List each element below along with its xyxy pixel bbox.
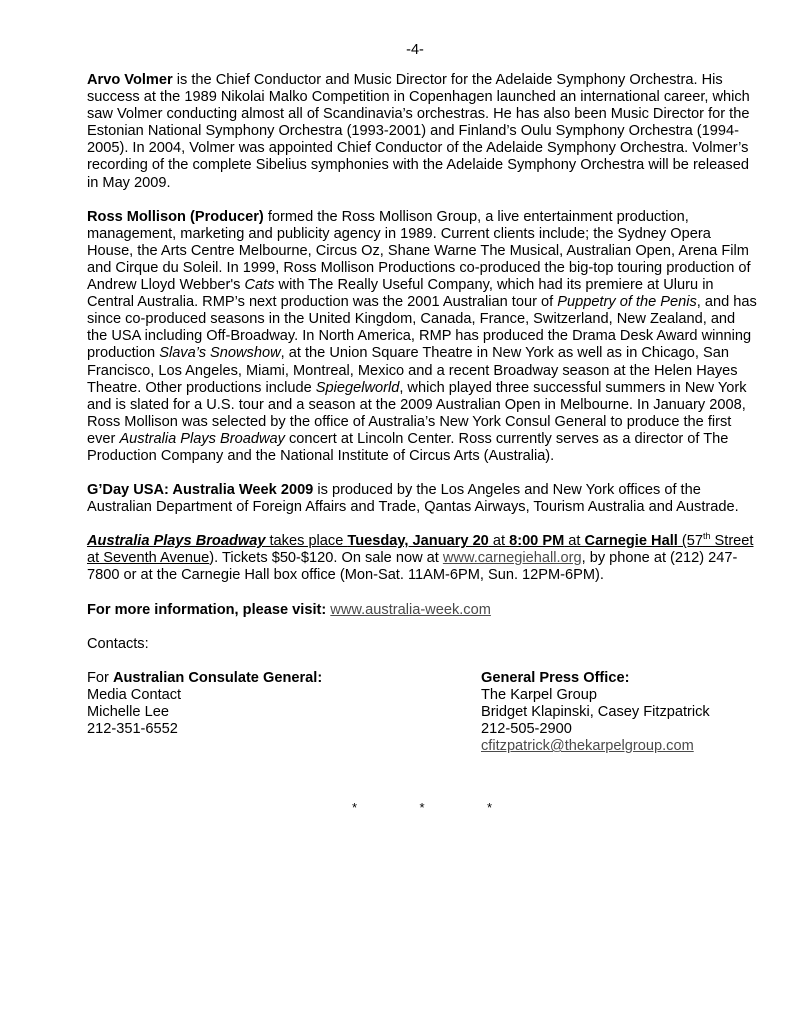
consulate-prefix: For xyxy=(87,669,113,686)
press-office-phone: 212-505-2900 xyxy=(481,721,572,737)
title-cats: Cats xyxy=(244,277,275,294)
consulate-org: Australian Consulate General: xyxy=(112,669,323,686)
gday-text: is produced by the Los Angeles and New York offices of the Australian Department of Foreign Affairs and Trade, Qantas Airways, Tourism Australia and Austrade. xyxy=(87,482,739,516)
volmer-paragraph xyxy=(87,72,759,192)
title-slava: Slava’s Snowshow xyxy=(159,345,281,362)
event-text-5: Street at Seventh Avenue xyxy=(87,533,754,567)
press-office-org: General Press Office: xyxy=(481,669,630,686)
end-mark: * xyxy=(486,800,492,815)
end-mark: * xyxy=(419,800,425,815)
gday-paragraph xyxy=(87,482,759,516)
title-apb: Australia Plays Broadway xyxy=(119,430,285,447)
event-time: 8:00 PM xyxy=(509,533,565,550)
press-office-line2: Bridget Klapinski, Casey Fitzpatrick xyxy=(481,703,710,720)
event-date: Tuesday, January 20 xyxy=(347,533,489,550)
document-body xyxy=(87,72,759,760)
more-info-label: For more information, please visit: xyxy=(87,601,327,618)
contacts-heading: Contacts: xyxy=(87,635,149,652)
mollison-text-2: with The Really Useful Company, which had its premiere at Uluru in Central Australia. RMP’s next production was the 2001 Australian tour of xyxy=(87,277,714,311)
event-text-4: (57 xyxy=(677,533,703,550)
title-spiegelworld: Spiegelworld xyxy=(315,379,400,396)
mollison-name: Ross Mollison (Producer) xyxy=(87,208,264,225)
event-text-2: at xyxy=(488,533,510,550)
gday-name: G’Day USA: Australia Week 2009 xyxy=(87,482,314,499)
consulate-phone: 212-351-6552 xyxy=(87,721,178,737)
volmer-text: is the Chief Conductor and Music Director for the Adelaide Symphony Orchestra. His success at the 1989 Nikolai Malko Competition in Copenhagen launched an international career, which saw Volmer conducting almost all of Scandinavia’s orchestras. He has also been Music Director for the Estonian National Symphony Orchestra (1993-2001) and Finland’s Oulu Symphony Orchestra (1994-2005). In 2004, Volmer was appointed Chief Conductor of the Adelaide Symphony Orchestra. Volmer’s recording of the complete Sibelius symphonies with the Adelaide Symphony Orchestra will be released in May 2009. xyxy=(87,72,750,191)
australia-week-link[interactable]: www.australia-week.com xyxy=(330,601,491,618)
mollison-paragraph xyxy=(87,209,759,465)
page-number: -4- xyxy=(406,42,424,58)
consulate-contact xyxy=(87,670,322,738)
press-office-line1: The Karpel Group xyxy=(481,686,598,703)
end-marks xyxy=(352,800,492,815)
title-puppetry: Puppetry of the Penis xyxy=(557,294,697,311)
consulate-line1: Media Contact xyxy=(87,686,182,703)
mollison-text-4: , at the Union Square Theatre in New York as well as in Chicago, San Francisco, Los Angeles, Miami, Montreal, Mexico and a recent Broadway season at the Helen Hayes Theatre. Other productions include xyxy=(87,345,738,396)
contacts-block xyxy=(87,670,759,760)
event-text-3: at xyxy=(564,533,585,550)
mollison-text-3: , and has since co-produced seasons in the United Kingdom, Canada, France, Switzerland, New Zealand, and the USA including Off-Broadway. In North America, RMP has produced the Drama Desk Award winning production xyxy=(87,294,757,362)
event-text-6: ). Tickets $50-$120. On sale now at xyxy=(209,550,443,567)
consulate-org-line xyxy=(87,670,322,687)
event-text-1: takes place xyxy=(265,533,348,550)
event-text-7: , by phone at (212) 247-7800 or at the Carnegie Hall box office (Mon-Sat. 11AM-6PM, Sun. 12PM-6PM). xyxy=(87,550,738,584)
consulate-line2: Michelle Lee xyxy=(87,703,169,720)
mollison-text-5: , which played three successful summers in New York and is slated for a U.S. tour and a season at the 2009 Australian Open in Melbourne. In January 2008, Ross Mollison was selected by the office of Australia’s New York Consul General to produce the first ever xyxy=(87,379,747,447)
carnegiehall-link[interactable]: www.carnegiehall.org xyxy=(442,550,582,567)
event-title: Australia Plays Broadway xyxy=(87,533,266,550)
press-office-email-link[interactable]: cfitzpatrick@thekarpelgroup.com xyxy=(481,738,694,755)
end-mark: * xyxy=(352,800,358,815)
press-office-contact xyxy=(481,670,710,755)
event-venue: Carnegie Hall xyxy=(584,533,678,550)
event-sup: th xyxy=(702,531,711,542)
volmer-name: Arvo Volmer xyxy=(87,72,173,88)
mollison-text-6: concert at Lincoln Center. Ross currently serves as a director of The Production Company and the National Institute of Circus Arts (Australia). xyxy=(87,430,729,464)
more-info-paragraph xyxy=(87,602,759,619)
event-paragraph xyxy=(87,533,759,584)
mollison-text-1: formed the Ross Mollison Group, a live entertainment production, management, marketing and publicity agency in 1989. Current clients include; the Sydney Opera House, the Arts Centre Melbourne, Circus Oz, Shane Warne The Musical, Australian Open, Arena Film and Cirque du Soleil. In 1999, Ross Mollison Productions co-produced the big-top touring production of Andrew Lloyd Webber's xyxy=(87,208,751,294)
